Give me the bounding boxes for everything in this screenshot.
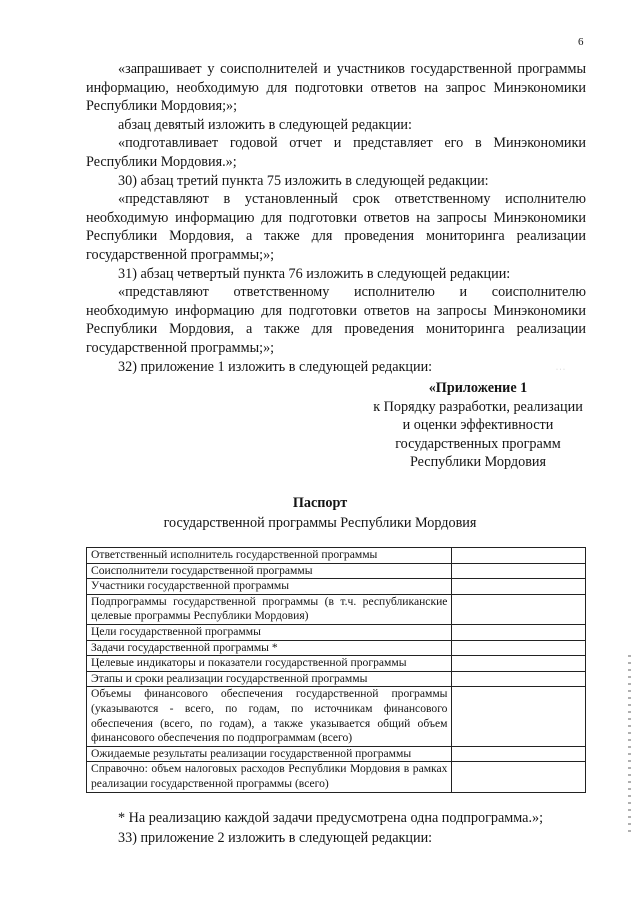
table-row <box>87 594 586 624</box>
passport-subtitle: государственной программы Республики Мордовия <box>163 515 477 531</box>
appendix-line: Республики Мордовия <box>409 454 547 471</box>
table-cell-label: Целевые индикаторы и показатели государственной программы <box>87 656 452 672</box>
table-cell-value <box>452 624 586 640</box>
table-cell-value <box>452 656 586 672</box>
table-row <box>87 563 586 579</box>
table-cell-label: Объемы финансового обеспечения государственной программы (указываются - всего, по годам, по источникам финансового обеспечения (всего, по годам), а также указывается общий объем финансового обеспечения по подпрограммам (всего) <box>87 687 452 746</box>
table-row <box>87 579 586 595</box>
table-cell-label: Участники государственной программы <box>87 579 452 595</box>
appendix-title: «Приложение 1 <box>428 380 528 396</box>
table-cell-label: Справочно: объем налоговых расходов Республики Мордовия в рамках реализации государственной программы (всего) <box>87 762 452 792</box>
table-row <box>87 746 586 762</box>
paragraph: 32) приложение 1 изложить в следующей редакции: <box>118 358 433 375</box>
table-row <box>87 548 586 564</box>
paragraph: абзац девятый изложить в следующей редакции: <box>118 116 412 133</box>
passport-table <box>86 547 586 793</box>
table-cell-label: Ответственный исполнитель государственной программы <box>87 548 452 564</box>
table-cell-value <box>452 548 586 564</box>
scan-speck: · · · <box>556 367 565 373</box>
table-cell-label: Подпрограммы государственной программы (в т.ч. республиканские целевые программы Республики Мордовия) <box>87 594 452 624</box>
table-cell-value <box>452 762 586 792</box>
paragraph: «подготавливает годовой отчет и представляет его в Минэкономики Республики Мордовия.»; <box>86 135 586 170</box>
table-row <box>87 624 586 640</box>
paragraph: 33) приложение 2 изложить в следующей редакции: <box>118 830 433 846</box>
table-cell-value <box>452 671 586 687</box>
table-row <box>87 687 586 746</box>
paragraph: «представляют ответственному исполнителю и соисполнителю необходимую информацию для подготовки ответов на запросы Минэкономики Республики Мордовия, а также для проведения мониторинга реализации государственной программы;»; <box>86 284 586 356</box>
table-cell-value <box>452 746 586 762</box>
table-row <box>87 656 586 672</box>
footnote: * На реализацию каждой задачи предусмотрена одна подпрограмма.»; <box>118 810 544 826</box>
body-text <box>86 60 586 376</box>
appendix-header <box>330 379 626 472</box>
table-row <box>87 762 586 792</box>
table-cell-label: Задачи государственной программы * <box>87 640 452 656</box>
table-row <box>87 671 586 687</box>
closing-text <box>86 808 586 848</box>
appendix-line: и оценки эффективности <box>402 417 554 434</box>
paragraph: 31) абзац четвертый пункта 76 изложить в следующей редакции: <box>118 265 511 282</box>
table-cell-label: Ожидаемые результаты реализации государственной программы <box>87 746 452 762</box>
paragraph: «запрашивает у соисполнителей и участников государственной программы информацию, необходимую для подготовки ответов на запрос Минэкономики Республики Мордовия;»; <box>86 61 586 115</box>
table-cell-value <box>452 579 586 595</box>
passport-heading <box>0 493 640 533</box>
paragraph: 30) абзац третий пункта 75 изложить в следующей редакции: <box>118 172 489 189</box>
table-row <box>87 640 586 656</box>
passport-title: Паспорт <box>292 495 348 511</box>
table-cell-value <box>452 687 586 746</box>
table-cell-value <box>452 640 586 656</box>
table-cell-label: Этапы и сроки реализации государственной программы <box>87 671 452 687</box>
table-cell-value <box>452 563 586 579</box>
binding-marks <box>628 655 631 835</box>
appendix-line: к Порядку разработки, реализации <box>373 398 583 415</box>
table-cell-label: Соисполнители государственной программы <box>87 563 452 579</box>
table-cell-value <box>452 594 586 624</box>
appendix-line: государственных программ <box>395 435 561 452</box>
paragraph: «представляют в установленный срок ответственному исполнителю необходимую информацию для подготовки ответов на запросы Минэкономики Республики Мордовия, а также для проведения мониторинга реализации государственной программы;»; <box>86 191 586 263</box>
page-number: 6 <box>578 36 584 48</box>
table-cell-label: Цели государственной программы <box>87 624 452 640</box>
